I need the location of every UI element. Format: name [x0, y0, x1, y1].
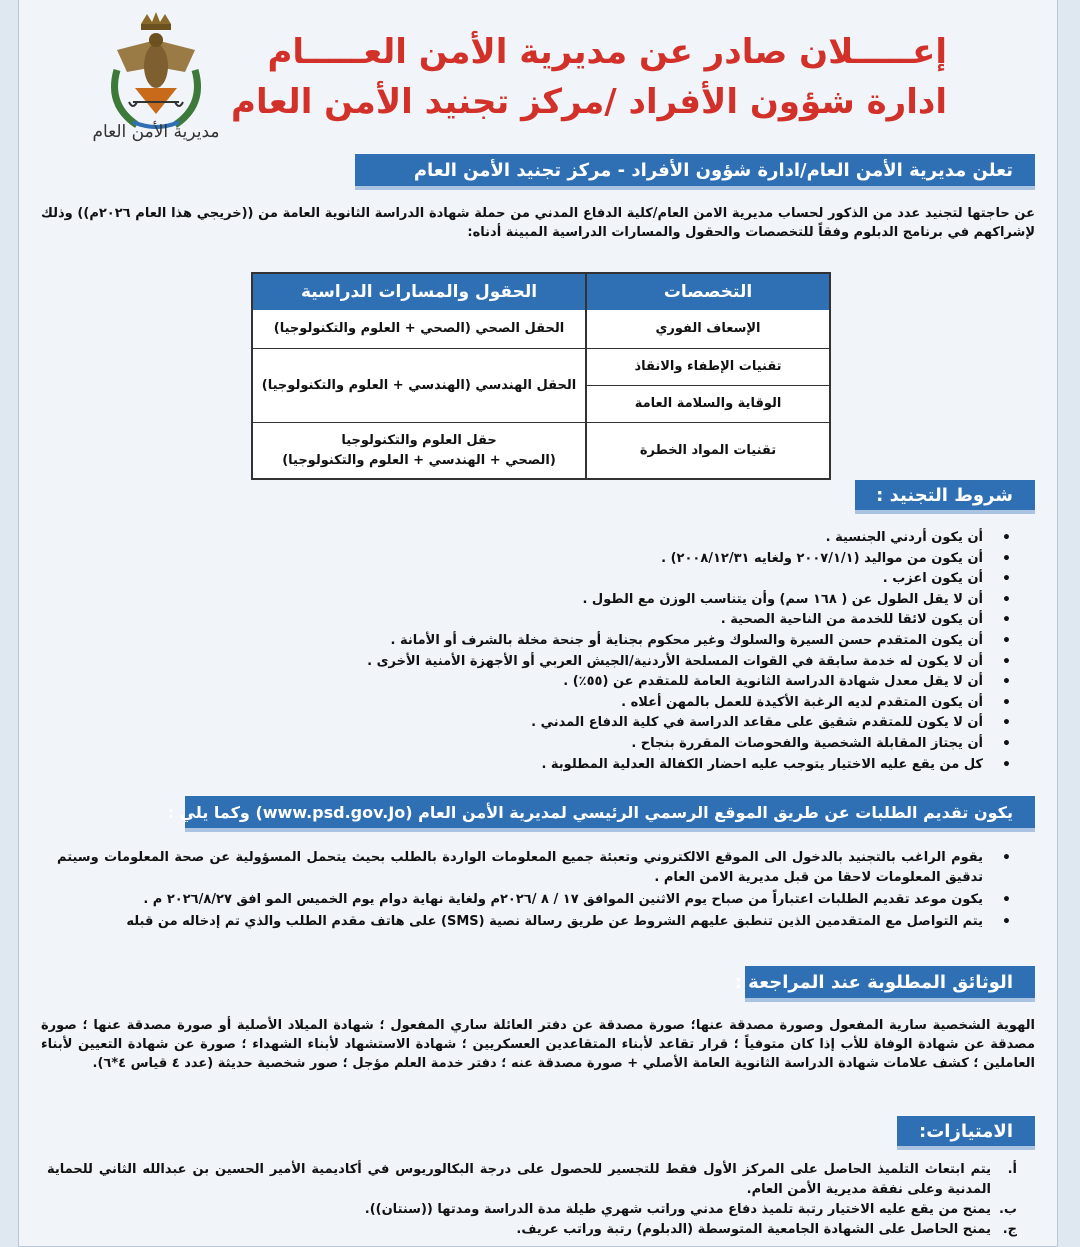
announcement-page	[18, 0, 1058, 1247]
logo-text: مديرية الأمن العام	[92, 122, 220, 142]
list-item: • أن يكون أردني الجنسية .	[57, 528, 1017, 549]
main-section-bar: تعلن مديرية الأمن العام/ادارة شؤون الأفراد - مركز تجنيد الأمن العام	[355, 154, 1035, 190]
field-line: (الصحي + الهندسي + العلوم والتكنولوجيا)	[282, 452, 556, 468]
intro-paragraph: عن حاجتها لتجنيد عدد من الذكور لحساب مديرية الامن العام/كلية الدفاع المدني من حملة شهادة الدراسة الثانوية العامة من ((خريجي هذا العام ٢٠٢٦م)) وذلك لإشراكهم في برنامج الدبلوم وفقاً للتخصصات والحقول والمسارات الدراسية المبينة أدناه:	[41, 206, 1035, 240]
list-item: • أن لا يكون له خدمة سابقة في القوات المسلحة الأردنية/الجيش العربي أو الأجهزة الأمنية الأخرى .	[57, 652, 1017, 673]
list-item: • أن يكون اعزب .	[57, 569, 1017, 590]
table-header-specializations: التخصصات	[585, 274, 829, 310]
title-line-1: إعـــــلان صادر عن مديرية الأمن العـــــام	[267, 32, 947, 72]
table-cell-spec: الوقاية والسلامة العامة	[585, 386, 829, 422]
table-cell-spec: تقنيات الإطفاء والانقاذ	[585, 349, 829, 385]
item-text: يمنح من يقع عليه الاختيار رتبة تلميذ دفاع مدني وراتب شهري طيلة مدة الدراسة ومدتها ((سنتان)).	[364, 1202, 991, 1217]
privileges-bar: الامتيازات:	[897, 1116, 1035, 1150]
item-text: يمنح الحاصل على الشهادة الجامعية المتوسطة (الدبلوم) رتبة وراتب عريف.	[516, 1222, 991, 1237]
list-item	[47, 1200, 1017, 1220]
table-cell-field: الحقل الهندسي (الهندسي + العلوم والتكنولوجيا)	[261, 377, 577, 393]
conditions-list	[57, 528, 1017, 775]
table-cell-spec: تقنيات المواد الخطرة	[585, 423, 829, 478]
list-item: • أن يكون المتقدم لديه الرغبة الأكيدة للعمل بالمهن أعلاه .	[57, 693, 1017, 714]
list-item	[47, 1160, 1017, 1200]
item-number: ج.	[1002, 1222, 1017, 1237]
table-cell-spec: الإسعاف الفوري	[585, 310, 829, 348]
table-cell-field	[253, 423, 585, 478]
list-item: • أن لا يقل معدل شهادة الدراسة الثانوية العامة للمتقدم عن (٥٥٪) .	[57, 672, 1017, 693]
list-item: • أن لا يكون للمتقدم شقيق على مقاعد الدراسة في كلية الدفاع المدني .	[57, 713, 1017, 734]
item-number: أ.	[1007, 1162, 1017, 1177]
header	[19, 0, 1058, 150]
documents-bar: الوثائق المطلوبة عند المراجعة :	[745, 966, 1035, 1002]
list-item	[47, 1220, 1017, 1240]
table-header-fields: الحقول والمسارات الدراسية	[253, 274, 585, 310]
list-item: • يكون موعد تقديم الطلبات اعتباراً من صباح يوم الاثنين الموافق ١٧ / ٨ /٢٠٢٦م ولغاية نهاية دوام يوم الخميس المو افق ٢٠٢٦/٨/٢٧ م .	[57, 890, 1017, 910]
list-item: • أن لا يقل الطول عن ( ١٦٨ سم) وأن يتناسب الوزن مع الطول .	[57, 590, 1017, 611]
conditions-bar: شروط التجنيد :	[855, 480, 1035, 514]
documents-paragraph: الهوية الشخصية سارية المفعول وصورة مصدقة عنها؛ صورة مصدقة عن دفتر العائلة ساري المفعول ؛ شهادة الميلاد الأصلية أو صورة مصدقة عنها ؛ صورة مصدقة عن شهادة الوفاة للأب إذا كان متوفياً ؛ قرار تقاعد لأبناء المتقاعدين العسكريين ؛ شهادة الاستشهاد لأبناء الشهداء ؛ صورة عن شهادة التعيين لأبناء العاملين ؛ كشف علامات شهادة الدراسة الثانوية العامة الأصلي + صورة مصدقة عنه ؛ دفتر خدمة العلم مؤجل ؛ صور شخصية حديثة (عدد ٤ قياس ٤*٦).	[41, 1018, 1035, 1071]
apply-bar: يكون تقديم الطلبات عن طريق الموقع الرسمي الرئيسي لمديرية الأمن العام (www.psd.gov.Jo) وكما يلي :	[185, 796, 1035, 832]
privileges-list	[47, 1160, 1017, 1240]
item-number: ب.	[998, 1202, 1017, 1217]
list-item: • أن يكون المتقدم حسن السيرة والسلوك وغير محكوم بجناية أو جنحة مخلة بالشرف أو الأمانة .	[57, 631, 1017, 652]
list-item: • يقوم الراغب بالتجنيد بالدخول الى الموقع الالكتروني وتعبئة جميع المعلومات الواردة بالطلب بحيث يتحمل المسؤولية عن صحة المعلومات وسيتم تدقيق المعلومات لاحقا من قبل مديرية الامن العام .	[57, 848, 1017, 888]
list-item: • أن يكون من مواليد (٢٠٠٧/١/١ ولغايه ٢٠٠٨/١٢/٣١) .	[57, 549, 1017, 570]
field-line: حقل العلوم والتكنولوجيا	[341, 432, 497, 448]
list-item: • كل من يقع عليه الاختيار يتوجب عليه احضار الكفالة العدلية المطلوبة .	[57, 755, 1017, 776]
specializations-table	[251, 272, 831, 480]
title-line-2: ادارة شؤون الأفراد /مركز تجنيد الأمن العام	[231, 82, 947, 122]
item-text: يتم ابتعاث التلميذ الحاصل على المركز الأول فقط للتجسير للحصول على درجة البكالوريوس في أكاديمية الأمير الحسين بن عبدالله الثاني للحماية المدنية وعلى نفقة مديرية الأمن العام.	[47, 1162, 991, 1197]
apply-list	[57, 848, 1017, 934]
table-cell-field: الحقل الصحي (الصحي + العلوم والتكنولوجيا)	[273, 321, 565, 336]
list-item: • يتم التواصل مع المتقدمين الذين تنطبق عليهم الشروط عن طريق رسالة نصية (SMS) على هاتف مقدم الطلب والذي تم إدخاله من قبله	[57, 912, 1017, 932]
list-item: • أن يكون لائقا للخدمة من الناحية الصحية .	[57, 610, 1017, 631]
list-item: • أن يجتاز المقابلة الشخصية والفحوصات المقررة بنجاح .	[57, 734, 1017, 755]
